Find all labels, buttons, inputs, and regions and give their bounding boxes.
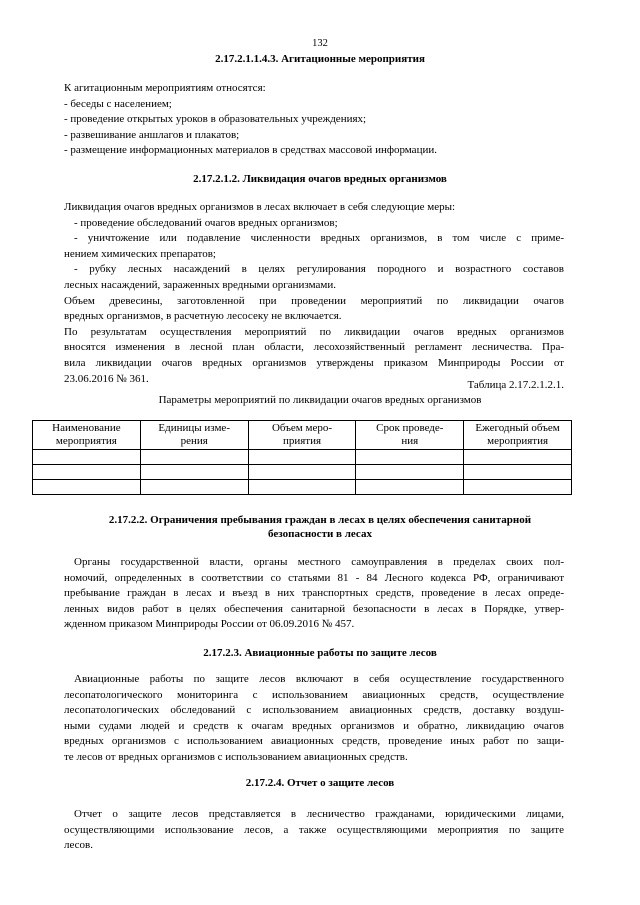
paragraph-line: лесопатологических обследований с использованием авиационных средств, доставку воздуш- — [64, 704, 564, 717]
paragraph-line: номочий, определенных в соответствии со статьями 81 - 84 Лесного кодекса РФ, ограничивают — [64, 571, 564, 584]
paragraph-line: К агитационным мероприятиям относятся: — [64, 82, 266, 94]
table-row — [33, 450, 572, 465]
list-item: - развешивание аншлагов и плакатов; — [64, 128, 240, 141]
heading-report: 2.17.2.4. Отчет о защите лесов — [245, 777, 395, 789]
list-item: - уничтожение или подавление численности вредных организмов, в том числе с приме- — [74, 232, 564, 245]
heading-line: 2.17.2.2. Ограничения пребывания граждан в лесах в целях обеспечения санитарной — [108, 514, 532, 526]
list-item: - проведение открытых уроков в образовательных учреждениях; — [64, 113, 367, 126]
paragraph-line: Органы государственной власти, органы местного самоуправления в пределах своих пол- — [74, 556, 564, 568]
list-item: - беседы с населением; — [64, 97, 172, 110]
table-header-row — [33, 421, 572, 450]
table-row — [33, 480, 572, 495]
table-cell — [356, 450, 464, 465]
paragraph-line: те лесов от вредных организмов с использованием авиационных средств. — [64, 750, 408, 763]
table-cell — [356, 465, 464, 480]
heading-restrictions — [30, 513, 610, 541]
paragraph-line: лесных насаждений, зараженных вредными организмами. — [64, 278, 336, 291]
paragraph-line: вредных организмов с использованием авиационных средств, проведение иных работ по защи- — [64, 735, 564, 748]
parameters-table — [32, 420, 572, 495]
paragraph-line: ленных видов работ в целях обеспечения санитарной безопасности в лесах в Порядке, утвер- — [64, 602, 564, 615]
paragraph-line: По результатам осуществления мероприятий по ликвидации очагов вредных организмов — [64, 325, 564, 338]
paragraph-line: пребывание граждан в лесах и въезд в них транспортных средств, проведение в лесах опреде- — [64, 587, 564, 600]
paragraph-line: лесопатологического мониторинга с использованием авиационных средств, осуществление — [64, 688, 564, 701]
table-cell — [464, 465, 572, 480]
paragraph-line: осуществляющими использование лесов, а также осуществляющими мероприятия по защите — [64, 823, 564, 836]
table-cell — [248, 480, 356, 495]
heading-line: безопасности в лесах — [268, 528, 372, 540]
paragraph-line: ными судами людей и средств к очагам вредных организмов и обратно, ликвидацию очагов — [64, 719, 564, 732]
aviation-text — [64, 672, 564, 766]
agitation-list — [64, 81, 564, 159]
table-cell — [33, 465, 141, 480]
list-item: - размещение информационных материалов в средствах массовой информации. — [64, 144, 437, 157]
table-cell — [33, 450, 141, 465]
paragraph-line: лесов. — [64, 839, 93, 852]
paragraph-line: жденном приказом Минприроды России от 06.09.2016 № 457. — [64, 618, 355, 631]
table-cell — [464, 480, 572, 495]
table-cell — [356, 480, 464, 495]
paragraph-line: вносятся изменения в лесной план области, лесохозяйственный регламент лесничества. Пра- — [64, 341, 564, 354]
paragraph-line: Объем древесины, заготовленной при проведении мероприятий по ликвидации очагов — [64, 294, 564, 307]
column-header: Наименование мероприятия — [33, 421, 141, 450]
table-cell — [464, 450, 572, 465]
table-row — [33, 465, 572, 480]
column-header: Ежегодный объем мероприятия — [464, 421, 572, 450]
table-number: Таблица 2.17.2.1.2.1. — [467, 379, 564, 391]
report-text — [64, 807, 564, 854]
column-header: Объем меро- приятия — [248, 421, 356, 450]
heading-liquidation: 2.17.2.1.2. Ликвидация очагов вредных организмов — [193, 173, 447, 185]
restrictions-text — [64, 555, 564, 633]
paragraph-line: Ликвидация очагов вредных организмов в лесах включает в себя следующие меры: — [64, 201, 456, 213]
paragraph-line: вредных организмов, в расчетную лесосеку не включается. — [64, 310, 342, 323]
paragraph-line: 23.06.2016 № 361. — [64, 372, 149, 385]
paragraph-line: нением химических препаратов; — [64, 247, 216, 260]
paragraph-line: Отчет о защите лесов представляется в лесничество гражданами, юридическими лицами, — [74, 808, 564, 820]
list-item: - рубку лесных насаждений в целях регулирования породного и возрастного составов — [74, 263, 564, 276]
table-cell — [248, 450, 356, 465]
table-cell — [140, 450, 248, 465]
paragraph-line: вила ликвидации очагов вредных организмов утверждены приказом Минприроды России от — [64, 356, 564, 369]
page-number: 132 — [312, 38, 328, 49]
paragraph-line: Авиационные работы по защите лесов включают в себя осуществление государственного — [74, 673, 564, 685]
table-cell — [248, 465, 356, 480]
table-cell — [33, 480, 141, 495]
liquidation-text — [64, 200, 564, 387]
table-title: Параметры мероприятий по ликвидации очагов вредных организмов — [158, 394, 482, 406]
column-header: Срок проведе- ния — [356, 421, 464, 450]
heading-agitation: 2.17.2.1.1.4.3. Агитационные мероприятия — [215, 53, 425, 65]
table-cell — [140, 480, 248, 495]
table-cell — [140, 465, 248, 480]
list-item: - проведение обследований очагов вредных организмов; — [74, 216, 338, 229]
column-header: Единицы изме- рения — [140, 421, 248, 450]
heading-aviation: 2.17.2.3. Авиационные работы по защите лесов — [203, 647, 437, 659]
